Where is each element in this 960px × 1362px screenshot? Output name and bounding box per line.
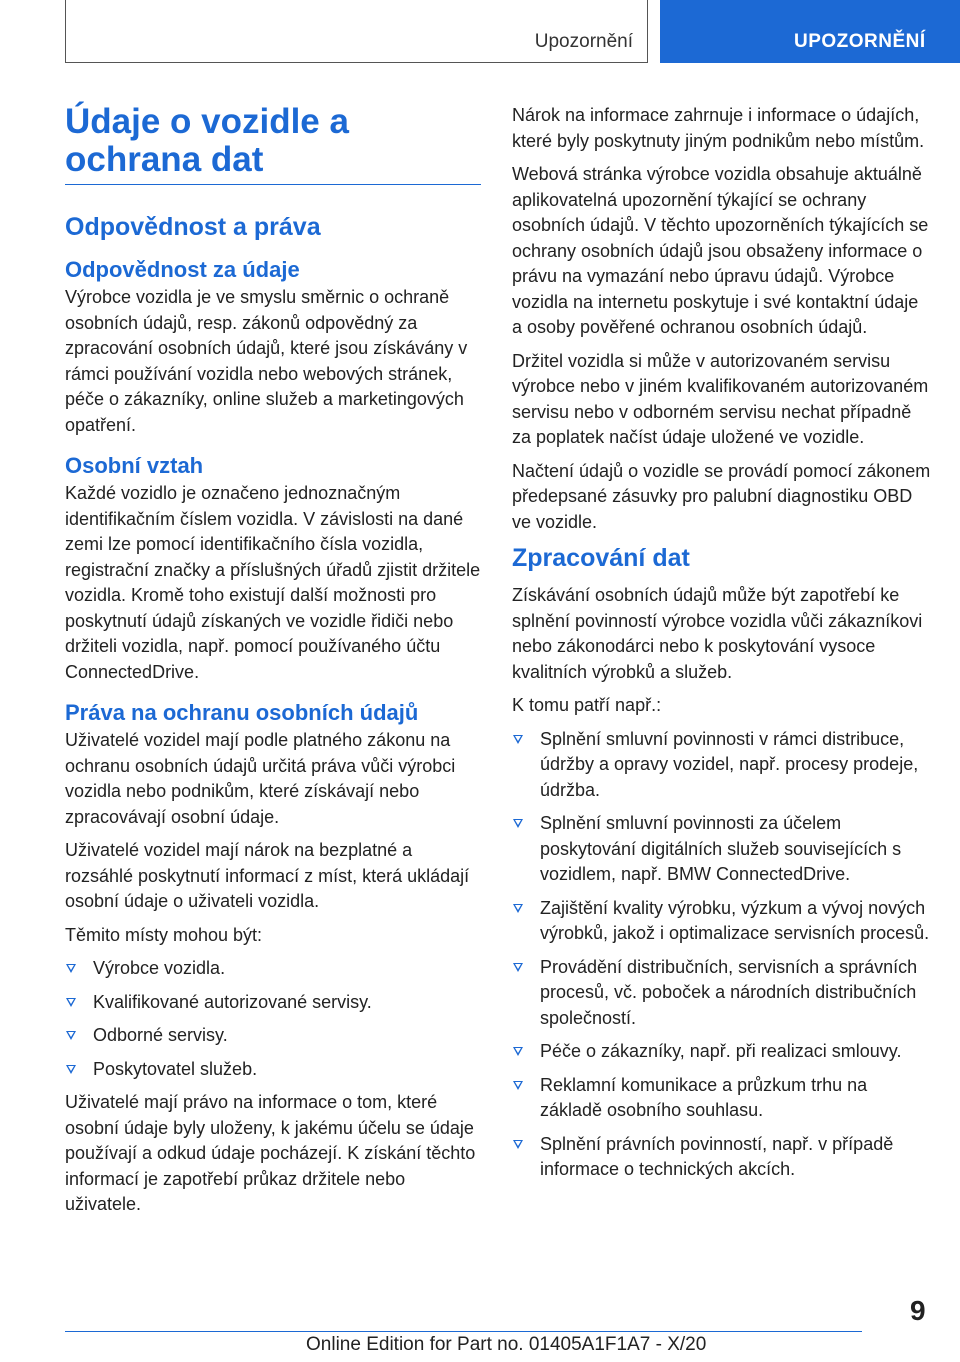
bullet-triangle-icon (513, 735, 523, 744)
header-section-label: Upozornění (534, 31, 633, 52)
bullet-triangle-icon (513, 904, 523, 913)
list-item: Splnění smluvní povinnosti za účelem poskytování digitálních služeb souvisejících s vozidlem, např. BMW ConnectedDrive. (512, 811, 932, 888)
list-item: Reklamní komunikace a průzkum trhu na základě osobního souhlasu. (512, 1073, 932, 1124)
right-column (512, 103, 932, 1191)
bullet-triangle-icon (66, 1031, 76, 1040)
paragraph: Těmito místy mohou být: (65, 924, 263, 945)
bullet-list (65, 956, 481, 1082)
heading-data-processing: Zpracování dat (512, 544, 690, 572)
paragraph: Načtení údajů o vozidle se provádí pomocí zákonem předepsané zásuvky pro palubní diagnostiku OBD ve vozidle. (512, 460, 931, 532)
page-title: Údaje o vozidle a ochrana dat (65, 103, 481, 185)
paragraph: Uživatelé vozidel mají nárok na bezplatné a rozsáhlé poskytnutí informací z míst, která ukládají osobní údaje o uživateli vozidla. (65, 840, 470, 911)
bullet-triangle-icon (66, 998, 76, 1007)
list-item: Odborné servisy. (65, 1023, 481, 1049)
heading-personal-relation: Osobní vztah (65, 453, 204, 478)
bullet-triangle-icon (66, 1065, 76, 1074)
list-item: Provádění distribučních, servisních a správních procesů, vč. poboček a národních distribučních společností. (512, 955, 932, 1032)
left-column (65, 103, 481, 1226)
paragraph: Webová stránka výrobce vozidla obsahuje aktuálně aplikovatelná upozornění týkající se ochrany osobních údajů. V těchto upozorněních týkajících se ochrany osobních údajů jsou obsaženy informace o právu na vymazání nebo úpravu údajů. Výrobce vozidla na internetu poskytuje i své kontaktní údaje a osoby pověřené ochranou osobních údajů. (512, 164, 929, 337)
header-chapter-tab (660, 0, 960, 63)
list-item: Péče o zákazníky, např. při realizaci smlouvy. (512, 1039, 932, 1065)
bullet-triangle-icon (513, 1047, 523, 1056)
bullet-triangle-icon (513, 1081, 523, 1090)
paragraph: Nárok na informace zahrnuje i informace o údajích, které byly poskytnuty jiným podnikům nebo místům. (512, 105, 925, 151)
list-item: Zajištění kvality výrobku, výzkum a vývoj nových výrobků, jakož i optimalizace servisních procesů. (512, 896, 932, 947)
list-item: Poskytovatel služeb. (65, 1057, 481, 1083)
heading-privacy-rights: Práva na ochranu osobních údajů (65, 700, 419, 725)
paragraph: Každé vozidlo je označeno jednoznačným identifikačním číslem vozidla. V závislosti na dané zemi lze pomocí identifikačního čísla vozidla, registrační značky a příslušných úřadů zjistit držitele vozidla. Kromě toho existují další možnosti pro poskytnutí údajů získaných ve vozidle řidiči nebo držiteli vozidla, např. pomocí používaného účtu ConnectedDrive. (65, 483, 481, 682)
bullet-list (512, 727, 932, 1183)
heading-data-responsibility: Odpovědnost za údaje (65, 257, 300, 282)
paragraph: Získávání osobních údajů může být zapotřebí ke splnění povinností výrobce vozidla vůči zákazníkovi nebo zákonodárci nebo k poskytování vysoce kvalitních výrobků a služeb. (512, 585, 923, 682)
page-number: 9 (910, 1295, 926, 1326)
list-item: Splnění právních povinností, např. v případě informace o technických akcích. (512, 1132, 932, 1183)
paragraph: Uživatelé vozidel mají podle platného zákonu na ochranu osobních údajů určitá práva vůči výrobci vozidla nebo podnikům, které získávají nebo zpracovávají osobní údaje. (65, 730, 456, 827)
bullet-triangle-icon (66, 964, 76, 973)
footer-divider (65, 1331, 862, 1332)
paragraph: Výrobce vozidla je ve smyslu směrnic o ochraně osobních údajů, resp. zákonů odpovědný za zpracování osobních údajů, které jsou získávány v rámci používání vozidla nebo webových stránek, péče o zákazníky, online služeb a marketingových opatření. (65, 287, 468, 435)
header-section-box (65, 0, 648, 63)
header-chapter-label: UPOZORNĚNÍ (794, 31, 926, 52)
bullet-triangle-icon (513, 963, 523, 972)
list-item: Výrobce vozidla. (65, 956, 481, 982)
bullet-triangle-icon (513, 819, 523, 828)
heading-responsibility-rights: Odpovědnost a práva (65, 213, 321, 241)
paragraph: Držitel vozidla si může v autorizovaném servisu výrobce nebo v jiném kvalifikovaném autorizovaném servisu nebo v odborném servisu nechat případně za poplatek načíst údaje uložené ve vozidle. (512, 350, 929, 447)
list-item: Kvalifikované autorizované servisy. (65, 990, 481, 1016)
footer-edition: Online Edition for Part no. 01405A1F1A7 - X/20 (306, 1334, 707, 1355)
paragraph: Uživatelé mají právo na informace o tom, které osobní údaje byly uloženy, k jakému účelu se údaje používají a odkud údaje pocházejí. K získání těchto informací je zapotřebí průkaz držitele nebo uživatele. (65, 1092, 476, 1214)
bullet-triangle-icon (513, 1140, 523, 1149)
paragraph: K tomu patří např.: (512, 695, 662, 715)
list-item: Splnění smluvní povinnosti v rámci distribuce, údržby a opravy vozidel, např. procesy prodeje, údržba. (512, 727, 932, 804)
